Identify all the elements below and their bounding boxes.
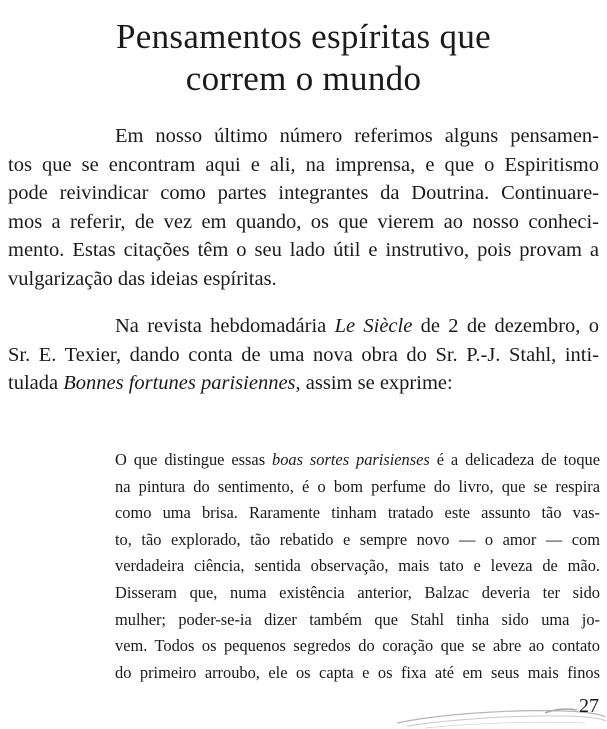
- text-line: [8, 312, 599, 341]
- page-number: 27: [579, 695, 599, 717]
- text-line: pode reivindicar como partes integrantes da Doutrina. Continuare-: [8, 182, 599, 204]
- journal-title: Le Siècle: [334, 315, 413, 337]
- quote-line: Disseram que, numa existência anterior, Balzac deveria ter sido: [115, 582, 600, 602]
- quote-line: do primeiro arroubo, ele os capta e os fixa até em seus mais finos: [115, 662, 600, 682]
- quote-line: to, tão explorado, tão rebatido e sempre novo — o amor — com: [115, 529, 600, 549]
- text-segment: de 2 de dezembro, o: [412, 315, 599, 337]
- text-line: vulgarização das ideias espíritas.: [8, 267, 277, 290]
- text-line: Sr. E. Texier, dando conta de uma nova obra do Sr. P.-J. Stahl, inti-: [8, 343, 599, 366]
- text-segment: O que distingue essas: [115, 450, 273, 469]
- quote-line: mulher; poder-se-ia dizer também que Stahl tinha sido uma jo-: [115, 609, 600, 629]
- text-line: [8, 369, 599, 398]
- text-segment: tulada: [8, 372, 64, 394]
- paragraph-intro: [8, 122, 599, 293]
- quote-line: como uma brisa. Raramente tinham tratado este assunto tão vas-: [115, 503, 600, 523]
- quote-line: [115, 447, 600, 474]
- text-line: Em nosso último número referimos alguns pensamen-: [115, 125, 599, 147]
- paragraph-citation-intro: [8, 312, 599, 398]
- page-title: [0, 16, 607, 100]
- title-line-2: correm o mundo: [185, 59, 422, 98]
- quote-line: na pintura do sentimento, é o bom perfume do livro, que se respira: [115, 476, 600, 496]
- title-line-1: Pensamentos espíritas que: [116, 17, 491, 56]
- text-segment: Na revista hebdomadária: [115, 315, 335, 337]
- block-quote: [115, 447, 600, 686]
- quote-line: verdadeira ciência, sentida observação, mais tato e leveza de mão.: [115, 556, 600, 576]
- text-line: mento. Estas citações têm o seu lado útil e instrutivo, pois provam a: [8, 239, 599, 261]
- book-title: Bonnes fortunes parisiennes: [63, 372, 296, 394]
- footer-swoosh-ornament: [395, 695, 607, 729]
- book-title-translated: boas sortes parisienses: [272, 450, 430, 469]
- text-segment: é a delicadeza de toque: [429, 450, 600, 469]
- text-line: tos que se encontram aqui e ali, na imprensa, e que o Espiritismo: [8, 153, 599, 176]
- text-segment: , assim se exprime:: [295, 372, 453, 394]
- text-line: mos a referir, de vez em quando, os que vierem ao nosso conheci-: [8, 210, 599, 233]
- quote-line: vem. Todos os pequenos segredos do coração que se abre ao contato: [115, 636, 600, 656]
